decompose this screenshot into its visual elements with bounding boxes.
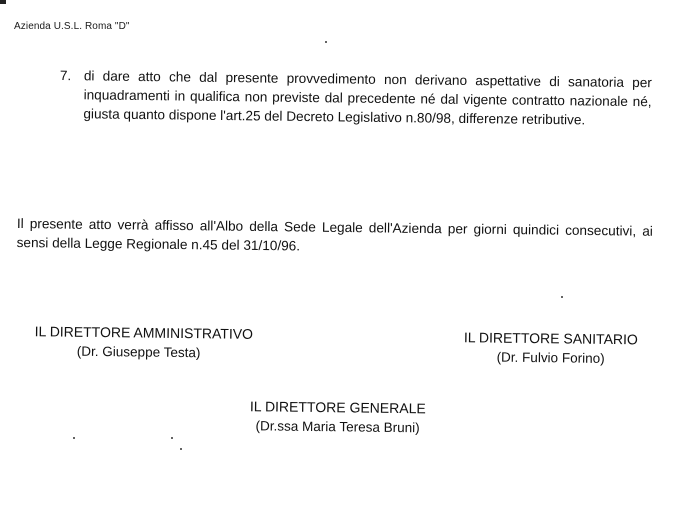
item-7 (59, 66, 652, 130)
scan-speck (325, 41, 327, 43)
scan-speck (73, 437, 75, 439)
publication-notice: Il presente atto verrà affisso all'Albo della Sede Legale dell'Azienda per giorni quindici consecutivi, ai sensi della Legge Regionale n.45 del 31/10/96. (16, 215, 653, 254)
scan-speck (561, 296, 563, 298)
health-director-role: IL DIRETTORE SANITARIO (463, 329, 638, 348)
signature-general-director (234, 396, 442, 439)
signature-health-director (446, 327, 656, 370)
signature-administrative-director (16, 321, 272, 364)
administrative-director-name: (Dr. Giuseppe Testa) (76, 343, 201, 361)
health-director-name: (Dr. Fulvio Forino) (496, 349, 605, 366)
item-7-body (59, 66, 652, 130)
item-7-number: 7. (59, 67, 72, 84)
general-director-name: (Dr.ssa Maria Teresa Bruni) (255, 418, 420, 436)
scan-speck (171, 437, 173, 439)
scan-artifact (0, 0, 6, 4)
organization-header: Azienda U.S.L. Roma "D" (14, 21, 130, 32)
general-director-role: IL DIRETTORE GENERALE (249, 398, 426, 417)
scan-speck (180, 448, 182, 450)
item-7-text: di dare atto che dal presente provvedimento non derivano aspettative di sanatoria per inquadramenti in qualifica non previste dal precedente né dal vigente contratto nazionale né, giusta quanto dispone l'art.25 del Decreto Legislativo n.80/98, differenze retributive. (83, 68, 652, 128)
administrative-director-role: IL DIRETTORE AMMINISTRATIVO (34, 323, 254, 342)
